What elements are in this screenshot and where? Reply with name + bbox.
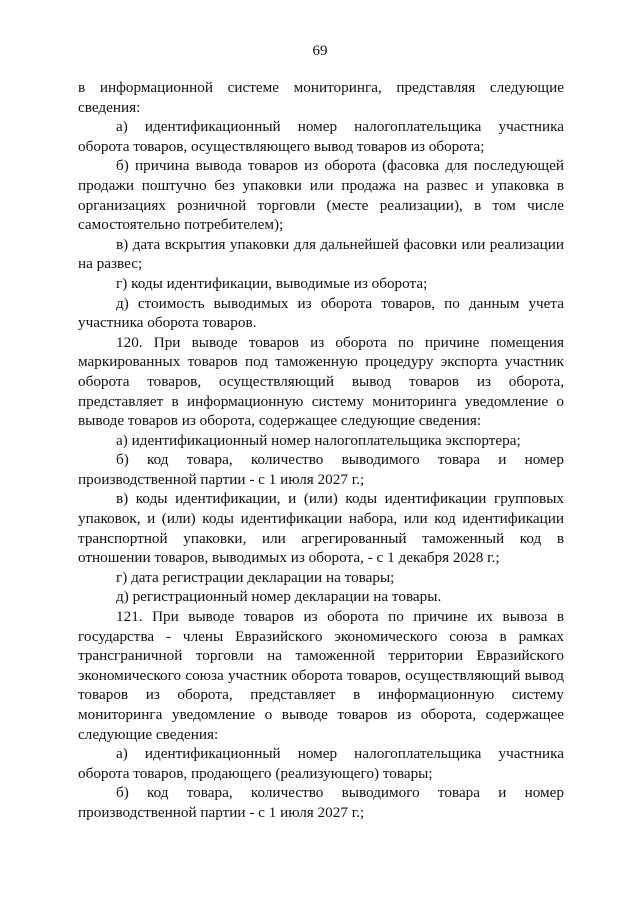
paragraph-clause-120: 120. При выводе товаров из оборота по причине помещения маркированных товаров под таможенную процедуру экспорта участник оборота товаров, осуществляющий вывод товаров из оборота, представляет в информационную систему мониторинга уведомление о выводе товаров из оборота, содержащее следующие сведения:: [78, 333, 564, 430]
paragraph-item: г) дата регистрации декларации на товары;: [116, 568, 395, 586]
paragraph-clause-121: 121. При выводе товаров из оборота по причине их вывоза в государства - члены Евразийского экономического союза в рамках трансграничной торговли на таможенной территории Евразийского экономического союза участник оборота товаров, осуществляющий вывод товаров из оборота, представляет в информационную систему мониторинга уведомление о выводе товаров из оборота, содержащее следующие сведения:: [78, 608, 564, 743]
paragraph-continuation: в информационной системе мониторинга, представляя следующие сведения:: [78, 79, 564, 116]
paragraph-item: д) регистрационный номер декларации на товары.: [116, 588, 442, 606]
paragraph-item: д) стоимость выводимых из оборота товаров, по данным учета участника оборота товаров.: [78, 294, 564, 332]
paragraph-item: б) причина вывода товаров из оборота (фасовка для последующей продажи поштучно без упаковки или продажа на развес и упаковка в организациях розничной торговли (месте реализации), в том числе самостоятельно потребителем);: [78, 157, 564, 234]
paragraph-item: в) дата вскрытия упаковки для дальнейшей фасовки или реализации на развес;: [78, 235, 564, 273]
document-body: [78, 78, 564, 823]
page-number: 69: [312, 43, 328, 59]
paragraph-item: г) коды идентификации, выводимые из оборота;: [116, 274, 428, 292]
paragraph-item: в) коды идентификации, и (или) коды идентификации групповых упаковок, и (или) коды идентификации набора, или код идентификации транспортной упаковки, или агрегированный таможенный код в отношении товаров, выводимых из оборота, - с 1 декабря 2028 г.;: [78, 490, 564, 567]
paragraph-item: а) идентификационный номер налогоплательщика экспортера;: [116, 431, 521, 449]
paragraph-item: а) идентификационный номер налогоплательщика участника оборота товаров, продающего (реализующего) товары;: [78, 745, 564, 782]
paragraph-item: а) идентификационный номер налогоплательщика участника оборота товаров, осуществляющего вывод товаров из оборота;: [78, 118, 564, 155]
paragraph-item: б) код товара, количество выводимого товара и номер производственной партии - с 1 июля 2027 г.;: [78, 451, 564, 488]
paragraph-item: б) код товара, количество выводимого товара и номер производственной партии - с 1 июля 2027 г.;: [78, 784, 564, 821]
